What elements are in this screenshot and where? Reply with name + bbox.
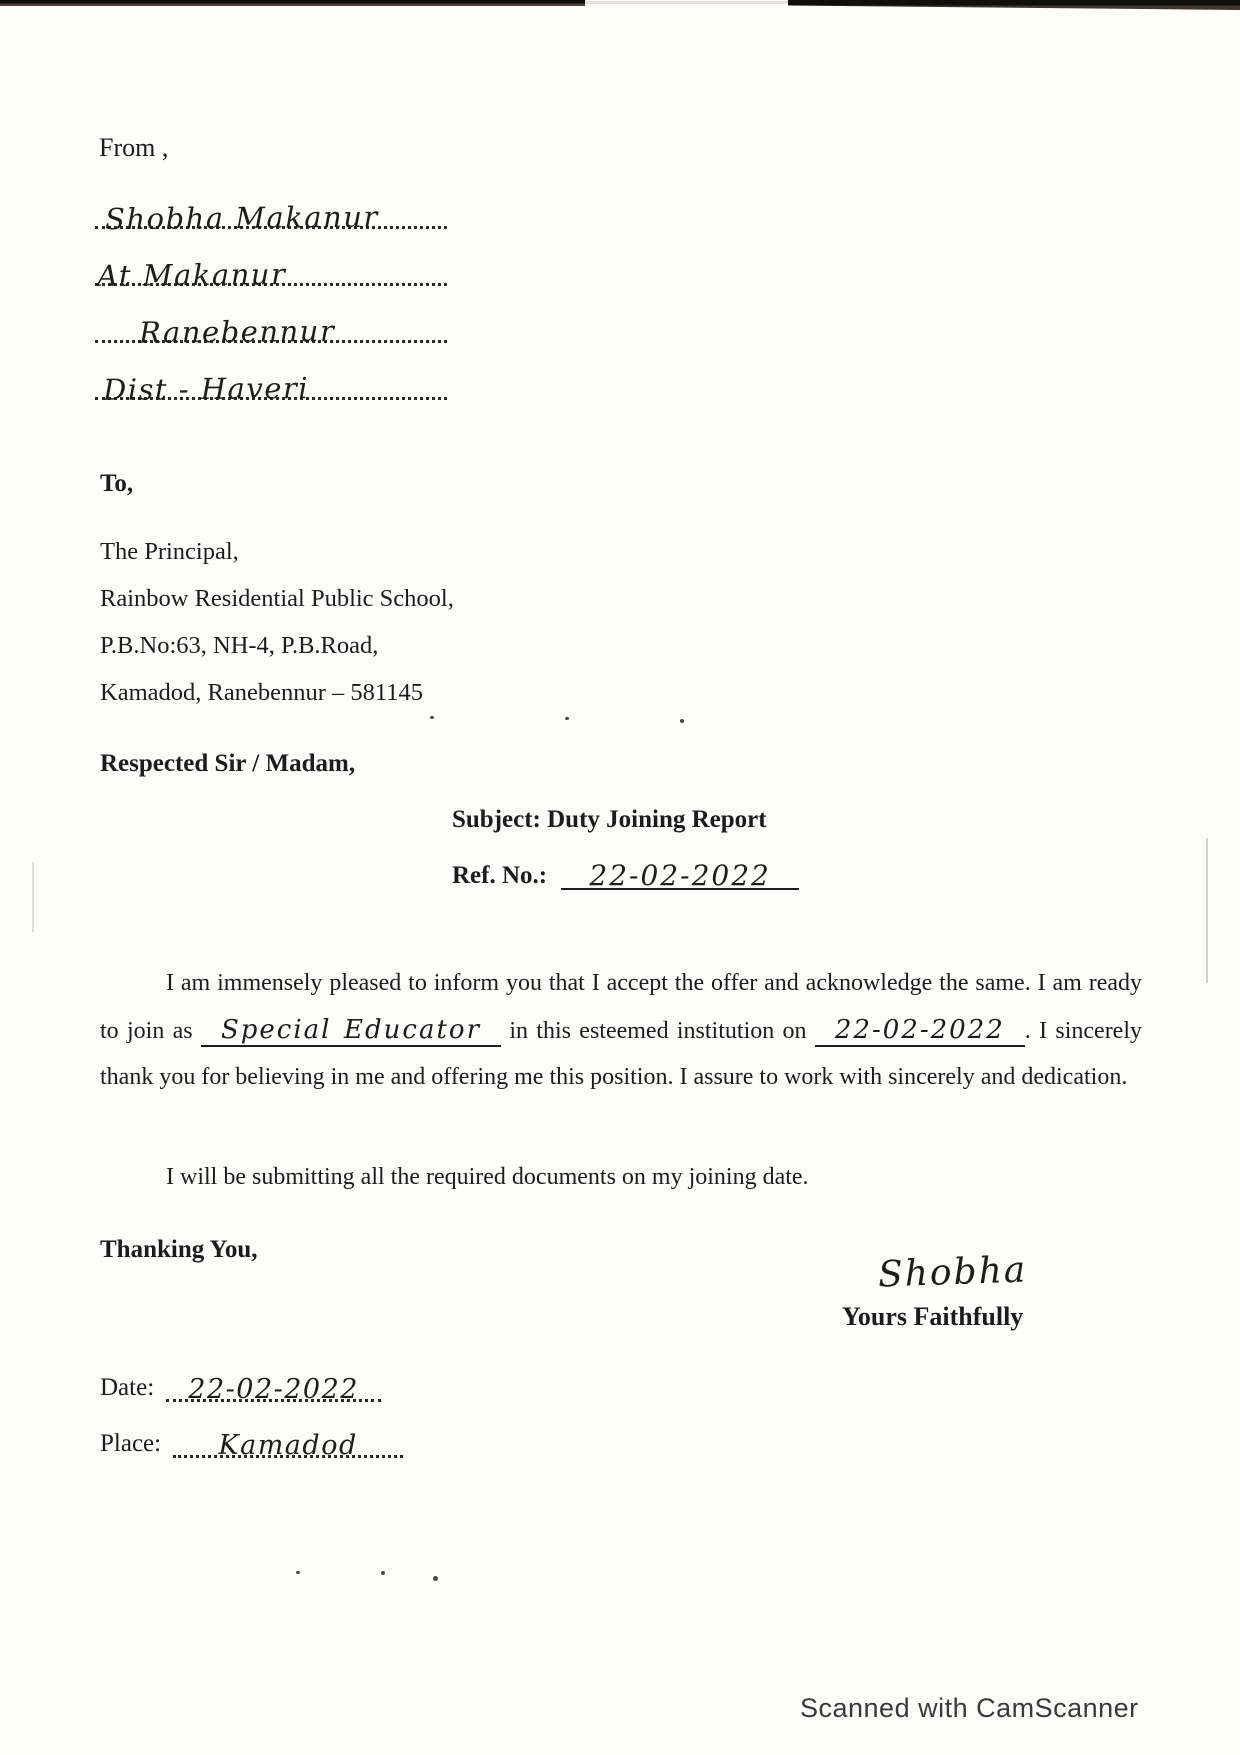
sender-village-handwriting: At Makanur	[96, 257, 287, 293]
sender-name-line	[95, 172, 447, 237]
ref-no-handwriting: 22-02-2022	[589, 859, 771, 892]
to-label: To,	[100, 470, 134, 497]
date-label: Date:	[100, 1374, 155, 1401]
scan-speck	[433, 1576, 438, 1581]
scan-speck	[381, 1571, 385, 1575]
scan-speck	[296, 1571, 300, 1574]
scan-speck	[680, 719, 684, 723]
scan-line-artifact-right	[1206, 838, 1208, 983]
place-fill-line	[173, 1424, 403, 1461]
salutation: Respected Sir / Madam,	[100, 750, 356, 777]
join-date-handwriting: 22-02-2022	[815, 1015, 1025, 1047]
recipient-address-block	[100, 528, 454, 716]
recipient-school: Rainbow Residential Public School,	[100, 585, 454, 612]
scan-edge-artifact-top-left	[0, 0, 585, 6]
recipient-city-pin: Kamadod, Ranebennur – 581145	[100, 679, 423, 706]
place-handwriting: Kamadod	[218, 1430, 358, 1461]
body-p1-start: I am immensely pleased to inform you that I accept the offer and acknowledge the same. I am ready to join as	[100, 970, 1142, 1044]
scan-speck	[565, 717, 569, 720]
recipient-title: The Principal,	[100, 538, 239, 565]
sender-address-line-3	[95, 343, 447, 407]
ref-no-fill-line	[561, 855, 799, 890]
sender-name-handwriting: Shobha Makanur	[104, 199, 379, 237]
place-row	[100, 1424, 403, 1461]
scan-line-artifact-left	[32, 862, 34, 932]
signature-handwriting: Shobha	[877, 1249, 1028, 1296]
place-label: Place:	[100, 1430, 162, 1457]
sender-address-block	[95, 172, 447, 407]
ref-no-label: Ref. No.:	[452, 862, 548, 889]
sender-address-line-2	[95, 286, 447, 350]
position-handwriting: Special Educator	[201, 1015, 501, 1047]
body-p1-end: . I sincerely thank you for believing in me and offering me this position. I assure to work with sincerely and dedication.	[100, 1017, 1143, 1090]
sender-address-line-1	[95, 229, 447, 293]
date-handwriting: 22-02-2022	[188, 1374, 359, 1405]
yours-faithfully-label: Yours Faithfully	[842, 1302, 1024, 1331]
subject-line: Subject: Duty Joining Report	[452, 806, 767, 833]
from-label: From ,	[99, 133, 169, 162]
date-row	[100, 1368, 381, 1405]
sender-taluk-handwriting: Ranebennur	[138, 313, 336, 350]
recipient-street: P.B.No:63, NH-4, P.B.Road,	[100, 632, 379, 659]
camscanner-watermark: Scanned with CamScanner	[800, 1693, 1139, 1723]
body-p1-mid: in this esteemed institution on	[509, 1017, 807, 1044]
ref-no-row	[452, 855, 799, 890]
body-paragraph-1	[100, 960, 1142, 1101]
sender-district-handwriting: Dist - Haveri	[102, 371, 310, 407]
date-fill-line	[166, 1368, 381, 1405]
scan-edge-artifact-top-middle	[585, 1, 788, 4]
scan-speck	[430, 716, 434, 719]
scan-edge-artifact-top-right	[788, 0, 1240, 10]
thanking-you-label: Thanking You,	[100, 1236, 258, 1263]
body-paragraph-2: I will be submitting all the required documents on my joining date.	[166, 1164, 809, 1190]
